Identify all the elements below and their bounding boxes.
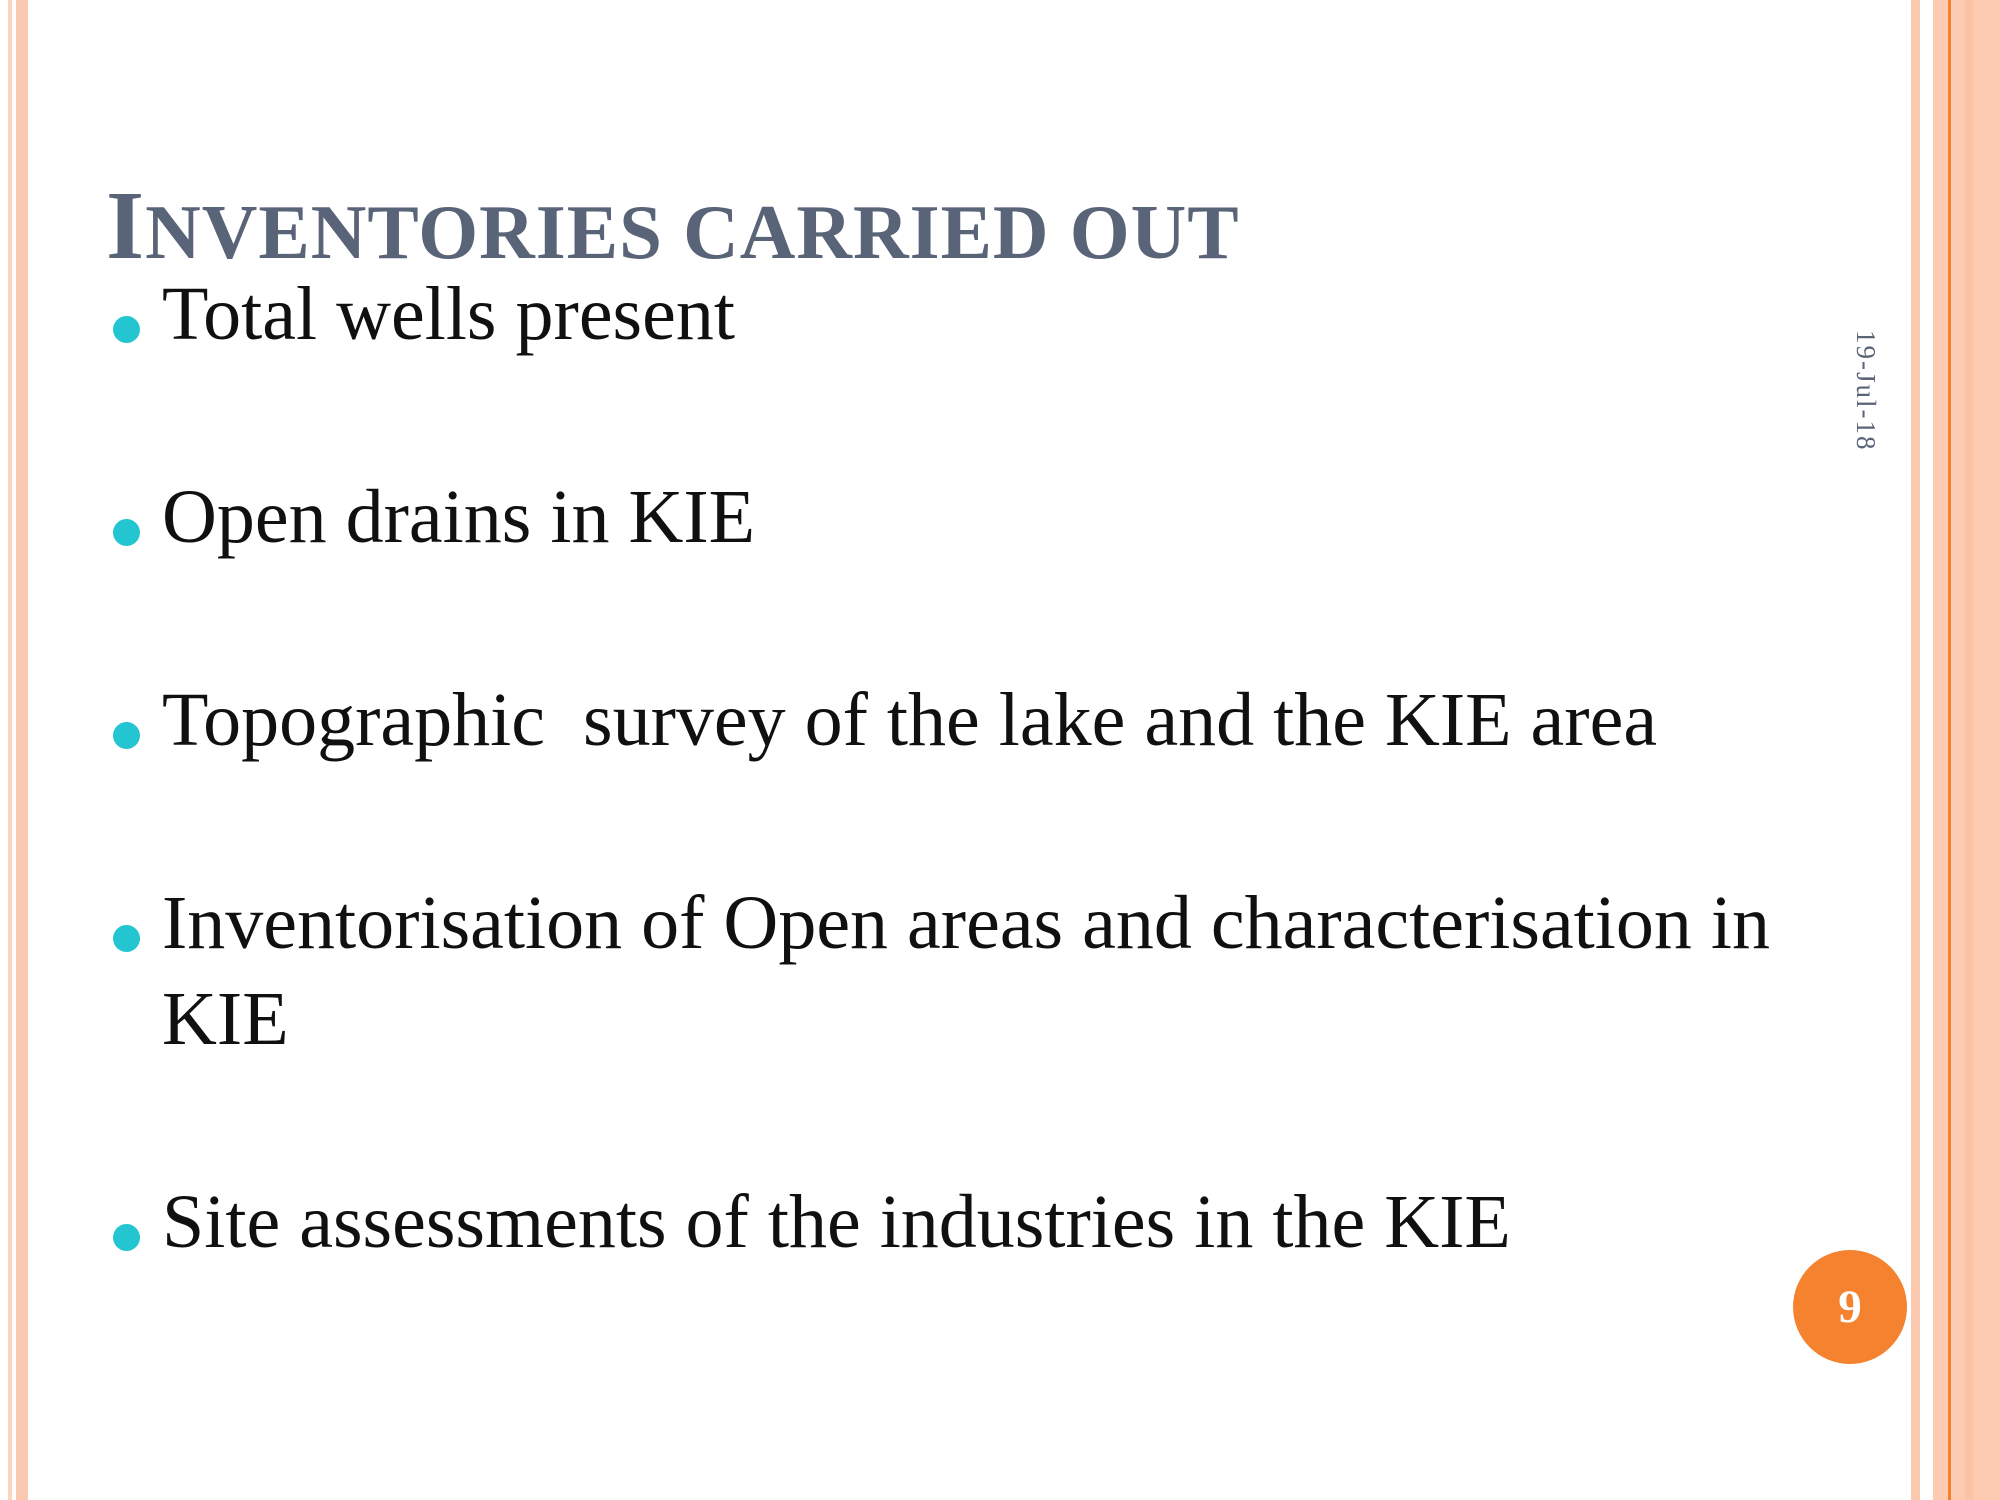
bullet-icon — [113, 722, 140, 749]
bullet-text: Open drains in KIE — [162, 475, 756, 559]
right-border-orange-line — [1948, 0, 1951, 1500]
bullet-list — [106, 266, 1876, 1377]
bullet-icon — [113, 925, 140, 952]
bullet-text: Total wells present — [162, 272, 735, 356]
list-item — [106, 875, 1876, 1067]
list-item — [106, 469, 1876, 565]
bullet-icon — [113, 1224, 140, 1251]
list-item — [106, 672, 1876, 768]
bullet-icon — [113, 316, 140, 343]
bullet-text: Inventorisation of Open areas and characterisation in KIE — [162, 881, 1790, 1061]
date-label: 19-Jul-18 — [1851, 330, 1881, 452]
bullet-icon — [113, 519, 140, 546]
slide-title: INVENTORIES CARRIED OUT — [106, 171, 1240, 280]
left-border-stripe-wide — [16, 0, 28, 1500]
page-number-badge — [1793, 1250, 1907, 1364]
list-item — [106, 1174, 1876, 1270]
left-border-stripe-thin — [8, 0, 12, 1500]
page-number: 9 — [1838, 1281, 1862, 1333]
bullet-text: Site assessments of the industries in the KIE — [162, 1180, 1511, 1264]
right-border-inner-stripe — [1965, 0, 1973, 1500]
bullet-text: Topographic survey of the lake and the KIE area — [162, 678, 1658, 762]
right-border-stripe-thin — [1911, 0, 1920, 1500]
list-item — [106, 266, 1876, 362]
